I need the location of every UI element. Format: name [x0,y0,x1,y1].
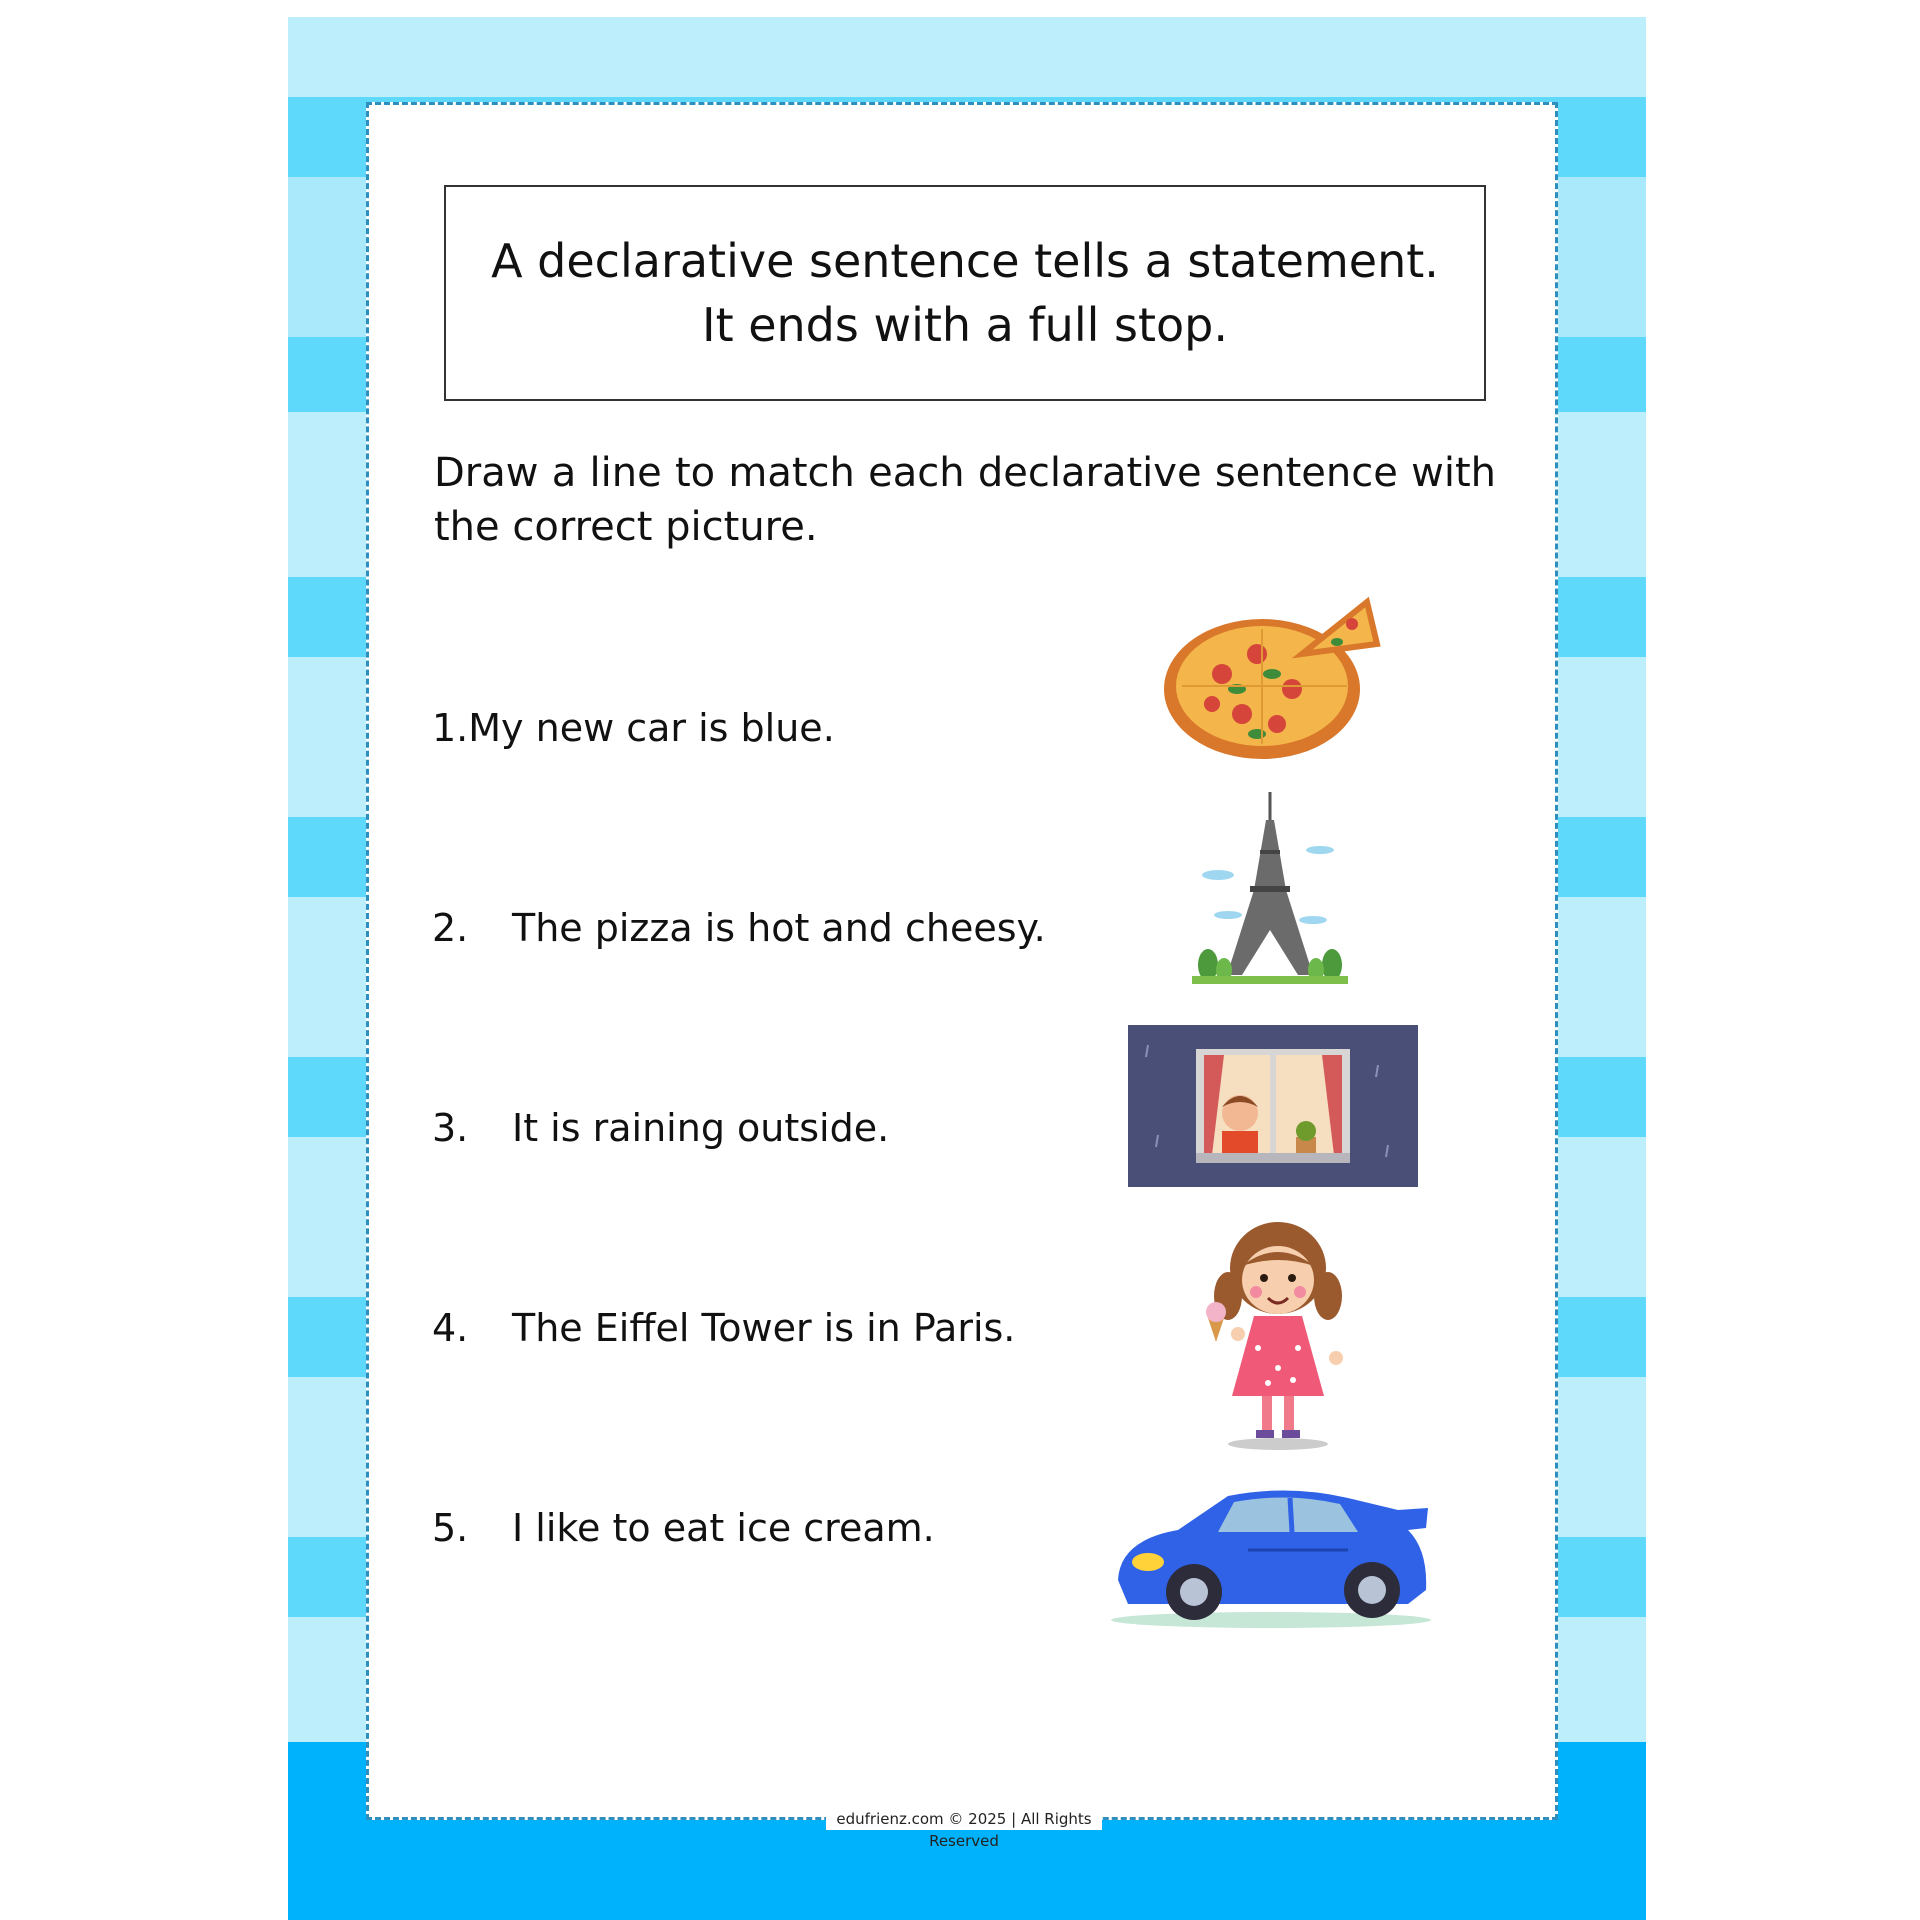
sentence-number: 3. [432,1106,469,1150]
sentence-number: 2. [432,906,469,950]
sentence-text: The pizza is hot and cheesy. [512,906,1046,950]
definition-line-1: A declarative sentence tells a statement. [491,234,1439,288]
definition-line-2: It ends with a full stop. [702,298,1228,352]
blue-car-icon[interactable] [1108,1480,1434,1630]
sentence-item-5[interactable] [432,1503,935,1553]
sentence-number: 4. [432,1306,469,1350]
definition-box [444,185,1486,401]
sentence-number: 5. [432,1506,469,1550]
sentence-item-1[interactable] [432,703,835,753]
sentence-item-3[interactable] [432,1103,889,1153]
sentence-item-4[interactable] [432,1303,1015,1353]
sentence-text: I like to eat ice cream. [512,1506,935,1550]
girl-with-ice-cream-icon[interactable] [1198,1218,1358,1450]
pizza-icon[interactable] [1162,594,1382,764]
instruction-text: Draw a line to match each declarative sentence with the correct picture. [434,450,1496,550]
sentence-text: It is raining outside. [512,1106,890,1150]
eiffel-tower-icon[interactable] [1188,790,1352,990]
sentence-text: 1.My new car is blue. [432,706,835,750]
copyright-footer: edufrienz.com © 2025 | All Rights Reserved [826,1808,1102,1830]
sentence-text: The Eiffel Tower is in Paris. [512,1306,1016,1350]
sentence-item-2[interactable] [432,903,1046,953]
rainy-window-icon[interactable] [1128,1025,1418,1187]
